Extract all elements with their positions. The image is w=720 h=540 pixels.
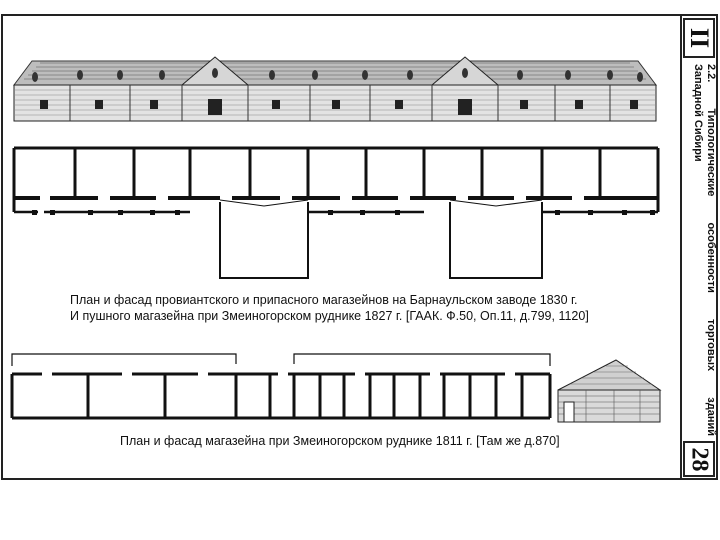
- caption-top-line2: И пушного магазейна при Змеиногорском руднике 1827 г. [ГААК. Ф.50, Оп.11, д.799, 1120]: [70, 309, 589, 323]
- mine-warehouse-facade: [556, 356, 664, 426]
- mine-warehouse-plan: [10, 352, 555, 424]
- warehouse-facade-drawing: [10, 55, 660, 125]
- page-number-box: [683, 441, 715, 477]
- caption-bottom: План и фасад магазейна при Змеиногорском руднике 1811 г. [Там же д.870]: [120, 434, 560, 448]
- caption-top-line1: План и фасад провиантского и припасного магазейнов на Барнаульском заводе 1830 г.: [70, 293, 578, 307]
- page-number: 28: [686, 447, 713, 471]
- section-title-line1: 2.2. Типологические особенности торговых зданий: [705, 64, 717, 436]
- section-number: II: [685, 27, 714, 49]
- caption-top: [70, 292, 630, 324]
- section-title: [689, 64, 717, 436]
- warehouse-floor-plan: [10, 140, 665, 285]
- section-number-box: [683, 18, 715, 58]
- section-title-line2: Западной Сибири: [692, 64, 704, 162]
